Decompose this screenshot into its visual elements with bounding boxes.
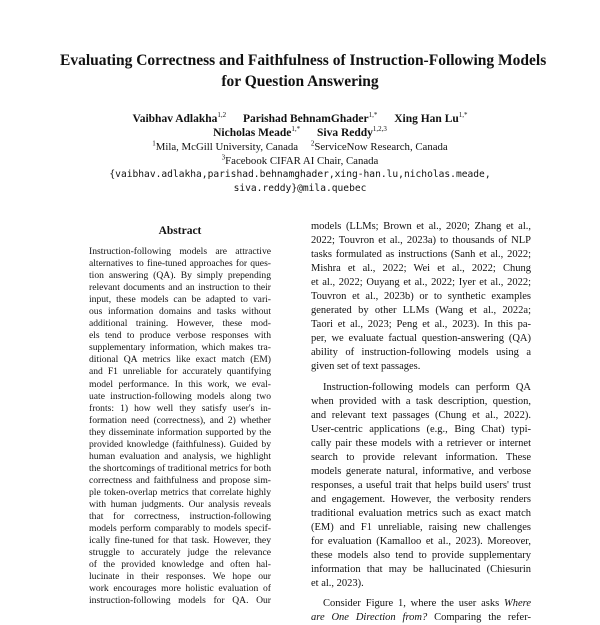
author-name: Xing Han $Lu^{1,*}$ [394,111,468,125]
body-line: Consider Figure 1, where the user asks Where [323,598,531,610]
affiliation-row-1 [60,140,540,154]
affiliation: $^2$ServiceNow Research, Canada [310,139,448,153]
body-line: these models also tend to provide supplementary [311,550,531,562]
body-line: and relevant text passages (Chung et al., 2022). [311,409,531,421]
body-line: for evaluation (Kamalloo et al., 2023). Moreover, [311,536,531,548]
body-line: are One Direction from? Comparing the refer- [311,612,531,624]
abstract-line: els tend to produce verbose responses with [89,330,271,342]
abstract-line: work encourages more holistic evaluation of [89,583,271,595]
body-line: per, we evaluate factual question-answering (QA) [311,333,531,345]
abstract-line: with human judgments. Our analysis reveals [89,498,271,510]
abstract-line: provided knowledge (faithfulness). Guided by [89,438,271,450]
body-paragraph-2 [311,381,531,592]
body-line: User-centric applications (e.g., Bing Chat) typi- [311,423,531,435]
abstract-line: fronts: 1) how well they satisfy user's in- [89,402,271,414]
title-line-2: for Question Answering [221,73,379,90]
author-name: Nicholas Meade$^{1,*}$ [213,125,301,139]
abstract-line: they disseminate information supported by the [89,426,271,438]
abstract-line: correctness and faithfulness and propose sim- [89,474,271,486]
affiliation-row-2 [60,154,540,168]
body-line: cally pair these models with a retriever or internet [311,437,531,449]
abstract-heading: Abstract [158,225,202,237]
body-line: information that may be hallucinated (Chiesurin [311,564,531,576]
body-line: models (LLMs; Brown et al., 2020; Zhang et al., [311,221,531,232]
abstract-line: of the provided knowledge and often hal- [89,559,271,571]
abstract-line: tion answering (QA). By simply prepending [89,270,271,282]
author-row-2 [60,126,540,140]
abstract-line: ous information domains and tasks without [89,306,271,318]
abstract-line: formation need (correctness), and 2) whether [89,414,271,426]
body-line: Taori et al., 2023; Peng et al., 2023). In this pa- [311,319,531,331]
body-line: (EM) and F1 unreliable, raising new challenges [311,521,531,533]
abstract-line: models perform comparably to models specif- [89,523,271,535]
body-line: ability of instruction-following models using a [311,347,531,359]
body-line: et al., 2022; Ouyang et al., 2022; Iyer et al., 2022; [311,277,531,289]
title-line-1: Evaluating Correctness and Faithfulness of Instruction-Following Models [60,52,547,69]
abstract-line: ple token-overlap metrics that correlate highly [89,486,271,498]
body-paragraph-3 [311,597,531,625]
body-line: traditional evaluation metrics such as exact match [311,507,531,519]
abstract-column [89,224,271,607]
body-column [311,220,531,625]
abstract-line: additional training. However, these mod- [89,318,271,330]
abstract-line: relevant documents and an instruction to their [89,282,271,294]
abstract-line: uate instruction-following models along two [89,390,271,402]
abstract-line: alternatives to fine-tuned approaches for ques- [89,258,271,270]
paper-title [60,50,547,92]
body-line: 2022; Touvron et al., 2023a) to thousands of NLP [311,235,531,247]
author-name: Siva Reddy$^{1,2,3}$ [316,125,387,139]
body-line: Instruction-following models can perform QA [323,381,531,393]
affiliation: $^3$Facebook CIFAR AI Chair, Canada [221,153,379,167]
body-line: tasks formulated as instructions (Sanh et al., 2022; [311,249,531,261]
body-line: generated by other LLMs (Wang et al., 2022a; [311,305,531,317]
abstract-line: ditional QA metrics like exact match (EM) [89,354,271,366]
email-line-1: {vaibhav.adlakha,parishad.behnamghader,xing-han.lu,nicholas.meade, [109,169,491,180]
affiliation: $^1$Mila, McGill University, Canada [152,139,299,153]
body-line: Touvron et al., 2023b) or to synthetic examples [311,291,531,303]
abstract-line: input, these models can be adapted to vari- [89,294,271,306]
body-line: et al., 2023). [311,578,364,590]
email-line-2: siva.reddy}@mila.quebec [233,183,367,194]
body-line: when provided with a task description, question, [311,395,531,407]
body-paragraph-1 [311,220,531,375]
author-block [60,112,540,196]
author-row-1 [60,112,540,126]
abstract-line: the shortcomings of traditional metrics for both [89,462,271,474]
abstract-line: supplementary information, which makes tra- [89,342,271,354]
body-line: Mishra et al., 2022; Wei et al., 2022; Chung [311,263,531,275]
abstract-line: ically fine-tuned for that task. However, they [89,535,271,547]
abstract-line: Instruction-following models are attractive [89,246,271,257]
author-name: Vaibhav Adlakha$^{1,2}$ [132,111,227,125]
abstract-line: and F1 unreliable for accurately quantifying [89,366,271,378]
abstract-line: instruction-following models for QA. Our [89,595,271,607]
body-line: responses, a useful trait that helps build users' trust [311,479,531,491]
abstract-line: lucinate in their responses. We hope our [89,571,271,583]
body-line: and engagement. However, the verbosity renders [311,493,531,505]
body-line: given set of text passages. [311,361,421,373]
abstract-body [89,246,271,607]
author-name: Parishad BehnamGhader$^{1,*}$ [243,111,378,125]
body-line: search to provide relevant information. These [311,451,531,463]
body-line: models generate natural, informative, and verbose [311,465,531,477]
abstract-line: struggle to accurately judge the relevance [89,547,271,559]
abstract-line: human evaluation and analysis, we highlight [89,450,271,462]
abstract-line: that for correctness, instruction-following [89,511,271,523]
abstract-line: model performance. In this work, we eval- [89,378,271,390]
